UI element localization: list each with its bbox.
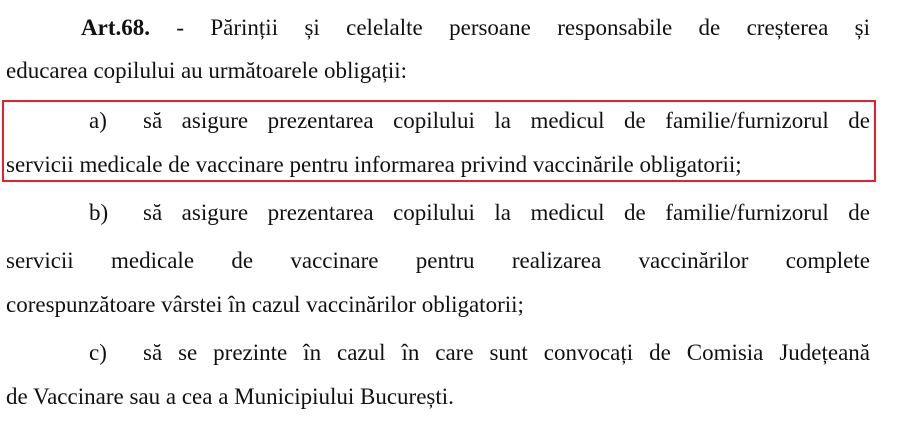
item-b-marker: b) [89,200,109,225]
item-b-text-1: să asigure prezentarea copilului la medicul de familie/furnizorul de [143,200,870,225]
item-c-marker: c) [89,340,107,365]
item-a-marker: a) [89,108,107,133]
item-b-line-1 [6,193,870,233]
highlight-box-item-a [2,100,876,182]
item-b-line-3: corespunzătoare vârstei în cazul vaccinărilor obligatorii; [6,292,524,317]
article-intro-line-2: educarea copilului au următoarele obligații: [6,58,408,83]
article-intro-text: - Părinții și celelalte persoane responsabile de creșterea și [176,15,870,40]
item-a-line-2: servicii medicale de vaccinare pentru informarea privind vaccinările obligatorii; [6,152,742,177]
article-intro-line-1 [6,8,870,48]
item-b-line-2: servicii medicale de vaccinare pentru realizarea vaccinărilor complete [6,248,870,273]
item-c-line-2: de Vaccinare sau a cea a Municipiului București. [6,384,454,409]
item-c-text-1: să se prezinte în cazul în care sunt convocați de Comisia Județeană [143,340,870,365]
item-c-line-1 [6,333,870,373]
article-number: Art.68. [81,15,150,40]
item-a-text-1: să asigure prezentarea copilului la medicul de familie/furnizorul de [143,108,870,133]
